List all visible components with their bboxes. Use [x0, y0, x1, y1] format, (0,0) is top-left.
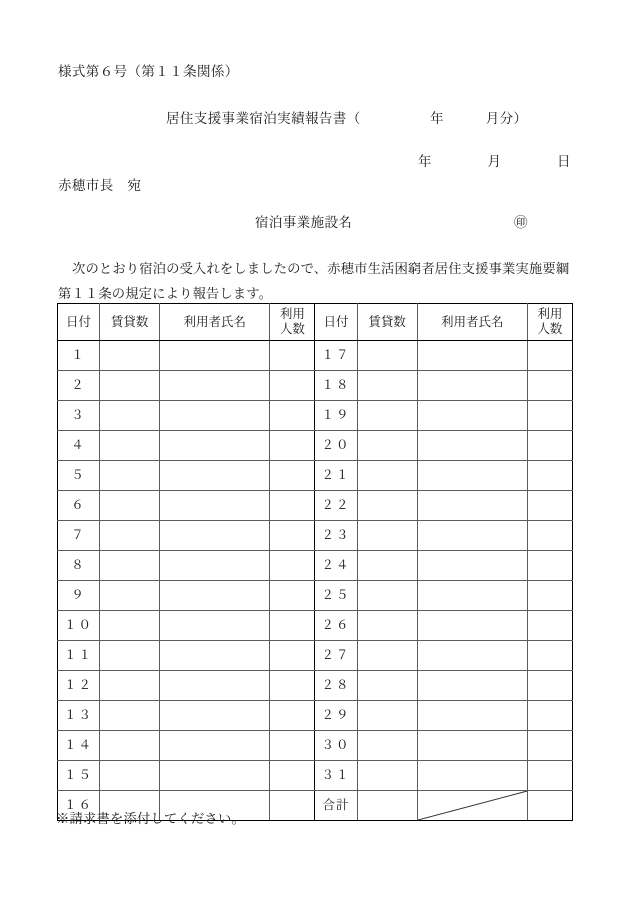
cell-rent-count-right[interactable]	[357, 491, 417, 521]
cell-date-left: ７	[58, 521, 100, 551]
cell-rent-count-right[interactable]	[357, 341, 417, 371]
cell-user-name-left[interactable]	[160, 731, 270, 761]
cell-user-name-left[interactable]	[160, 521, 270, 551]
cell-people-right[interactable]	[527, 701, 572, 731]
cell-user-name-right[interactable]	[417, 641, 527, 671]
table-row	[58, 401, 573, 431]
cell-user-name-left[interactable]	[160, 491, 270, 521]
table-row	[58, 461, 573, 491]
cell-user-name-right[interactable]	[417, 431, 527, 461]
cell-user-name-right[interactable]	[417, 341, 527, 371]
cell-rent-count-right[interactable]	[357, 461, 417, 491]
cell-rent-count-left[interactable]	[100, 401, 160, 431]
diagonal-strike-icon	[418, 791, 527, 820]
table-row	[58, 731, 573, 761]
cell-user-name-right[interactable]	[417, 371, 527, 401]
cell-people-left[interactable]	[270, 521, 315, 551]
cell-rent-count-left[interactable]	[100, 341, 160, 371]
cell-rent-count-left[interactable]	[100, 731, 160, 761]
cell-people-left[interactable]	[270, 791, 315, 821]
cell-rent-count-right[interactable]	[357, 431, 417, 461]
cell-date-right: ２４	[315, 551, 357, 581]
table-row	[58, 491, 573, 521]
header-people-right	[527, 304, 572, 341]
cell-rent-count-left[interactable]	[100, 431, 160, 461]
cell-date-right: ２１	[315, 461, 357, 491]
table-row	[58, 521, 573, 551]
cell-user-name-right[interactable]	[417, 461, 527, 491]
cell-rent-count-left[interactable]	[100, 581, 160, 611]
cell-date-right: ２９	[315, 701, 357, 731]
cell-people-left[interactable]	[270, 341, 315, 371]
cell-date-left: １６	[58, 791, 100, 821]
cell-rent-count-right[interactable]	[357, 761, 417, 791]
cell-user-name-left[interactable]	[160, 341, 270, 371]
header-date-left: 日付	[58, 304, 100, 341]
header-people-right-line1: 利用	[537, 307, 563, 321]
cell-people-left[interactable]	[270, 491, 315, 521]
cell-date-left: ８	[58, 551, 100, 581]
cell-user-name-right[interactable]	[417, 401, 527, 431]
cell-people-left[interactable]	[270, 611, 315, 641]
cell-people-left[interactable]	[270, 761, 315, 791]
cell-rent-count-right[interactable]	[357, 671, 417, 701]
cell-date-right: ２７	[315, 641, 357, 671]
cell-rent-count-right[interactable]	[357, 641, 417, 671]
cell-user-name-right[interactable]	[417, 701, 527, 731]
addressee: 赤穂市長 宛	[58, 178, 142, 193]
cell-date-left: ５	[58, 461, 100, 491]
cell-user-name-left[interactable]	[160, 611, 270, 641]
cell-total-label: 合計	[315, 791, 357, 821]
cell-date-left: ６	[58, 491, 100, 521]
cell-user-name-left[interactable]	[160, 371, 270, 401]
cell-date-right: １８	[315, 371, 357, 401]
cell-people-right[interactable]	[527, 731, 572, 761]
table-row	[58, 611, 573, 641]
cell-user-name-left[interactable]	[160, 401, 270, 431]
table-row	[58, 431, 573, 461]
cell-user-name-left[interactable]	[160, 641, 270, 671]
cell-date-right: ２２	[315, 491, 357, 521]
cell-rent-count-left[interactable]	[100, 701, 160, 731]
cell-rent-count-right[interactable]	[357, 401, 417, 431]
document-title: 居住支援事業宿泊実績報告書（ 年 月分）	[166, 111, 528, 126]
cell-rent-count-left[interactable]	[100, 371, 160, 401]
lodging-record-table	[57, 303, 573, 821]
cell-user-name-right[interactable]	[417, 491, 527, 521]
cell-date-left: ９	[58, 581, 100, 611]
form-number: 様式第６号（第１１条関係）	[58, 64, 239, 79]
cell-rent-count-left[interactable]	[100, 461, 160, 491]
cell-rent-count-left[interactable]	[100, 491, 160, 521]
cell-rent-count-right[interactable]	[357, 521, 417, 551]
cell-total-people[interactable]	[527, 791, 572, 821]
cell-people-left[interactable]	[270, 431, 315, 461]
cell-date-left: １	[58, 341, 100, 371]
cell-date-right: ３１	[315, 761, 357, 791]
cell-people-right[interactable]	[527, 551, 572, 581]
facility-name-label: 宿泊事業施設名	[255, 215, 353, 230]
table-header-row	[58, 304, 573, 341]
cell-date-right: ２８	[315, 671, 357, 701]
cell-rent-count-right[interactable]	[357, 371, 417, 401]
cell-date-left: １５	[58, 761, 100, 791]
cell-rent-count-right[interactable]	[357, 731, 417, 761]
cell-rent-count-left[interactable]	[100, 761, 160, 791]
table-row	[58, 371, 573, 401]
header-user-name-left: 利用者氏名	[160, 304, 270, 341]
date-line: 年 月 日	[418, 154, 571, 169]
header-user-name-right: 利用者氏名	[417, 304, 527, 341]
table-row	[58, 581, 573, 611]
seal-icon: ㊞	[514, 215, 528, 230]
cell-date-left: １１	[58, 641, 100, 671]
cell-user-name-left[interactable]	[160, 581, 270, 611]
cell-date-left: １２	[58, 671, 100, 701]
cell-rent-count-right[interactable]	[357, 701, 417, 731]
cell-total-name-struck	[417, 791, 527, 821]
cell-user-name-left[interactable]	[160, 551, 270, 581]
cell-people-right[interactable]	[527, 491, 572, 521]
cell-rent-count-left[interactable]	[100, 611, 160, 641]
cell-user-name-left[interactable]	[160, 761, 270, 791]
cell-people-right[interactable]	[527, 671, 572, 701]
cell-user-name-left[interactable]	[160, 431, 270, 461]
cell-rent-count-right[interactable]	[357, 581, 417, 611]
cell-date-left: ２	[58, 371, 100, 401]
cell-people-left[interactable]	[270, 401, 315, 431]
cell-people-left[interactable]	[270, 371, 315, 401]
cell-people-right[interactable]	[527, 401, 572, 431]
cell-people-left[interactable]	[270, 671, 315, 701]
cell-rent-count-right[interactable]	[357, 611, 417, 641]
cell-rent-count-left[interactable]	[100, 671, 160, 701]
cell-people-right[interactable]	[527, 641, 572, 671]
header-rent-count-right: 賃貸数	[357, 304, 417, 341]
cell-total-rent-count[interactable]	[357, 791, 417, 821]
table-row	[58, 701, 573, 731]
table-row	[58, 341, 573, 371]
cell-people-left[interactable]	[270, 731, 315, 761]
cell-date-right: ３０	[315, 731, 357, 761]
footer-note: ※請求書を添付してください。	[56, 811, 245, 826]
table-row	[58, 761, 573, 791]
cell-people-right[interactable]	[527, 431, 572, 461]
table-row	[58, 641, 573, 671]
cell-rent-count-left[interactable]	[100, 521, 160, 551]
cell-people-right[interactable]	[527, 611, 572, 641]
table-row	[58, 551, 573, 581]
cell-people-right[interactable]	[527, 341, 572, 371]
header-people-left	[270, 304, 315, 341]
cell-rent-count-left[interactable]	[100, 551, 160, 581]
cell-user-name-right[interactable]	[417, 611, 527, 641]
header-people-right-line2: 人数	[537, 322, 563, 336]
cell-user-name-right[interactable]	[417, 731, 527, 761]
cell-user-name-left[interactable]	[160, 671, 270, 701]
cell-user-name-right[interactable]	[417, 671, 527, 701]
cell-date-right: ２５	[315, 581, 357, 611]
cell-people-right[interactable]	[527, 761, 572, 791]
cell-date-right: ２３	[315, 521, 357, 551]
cell-date-left: １４	[58, 731, 100, 761]
cell-date-left: １３	[58, 701, 100, 731]
cell-user-name-left[interactable]	[160, 461, 270, 491]
cell-people-right[interactable]	[527, 461, 572, 491]
cell-user-name-right[interactable]	[417, 521, 527, 551]
table-body	[58, 341, 573, 821]
header-date-right: 日付	[315, 304, 357, 341]
cell-people-left[interactable]	[270, 551, 315, 581]
cell-rent-count-right[interactable]	[357, 551, 417, 581]
cell-date-right: １９	[315, 401, 357, 431]
cell-people-right[interactable]	[527, 581, 572, 611]
body-paragraph: 次のとおり宿泊の受入れをしましたので、赤穂市生活困窮者居住支援事業実施要綱第１１条の規定により報告します。	[58, 261, 570, 301]
cell-people-left[interactable]	[270, 581, 315, 611]
cell-date-left: １０	[58, 611, 100, 641]
cell-user-name-right[interactable]	[417, 761, 527, 791]
cell-date-right: ２６	[315, 611, 357, 641]
cell-date-right: １７	[315, 341, 357, 371]
cell-date-left: ４	[58, 431, 100, 461]
cell-date-right: ２０	[315, 431, 357, 461]
header-rent-count-left: 賃貸数	[100, 304, 160, 341]
cell-people-left[interactable]	[270, 701, 315, 731]
cell-people-right[interactable]	[527, 371, 572, 401]
table-row	[58, 671, 573, 701]
header-people-left-line1: 利用	[279, 307, 305, 321]
cell-people-right[interactable]	[527, 521, 572, 551]
header-people-left-line2: 人数	[279, 322, 305, 336]
cell-people-left[interactable]	[270, 461, 315, 491]
cell-people-left[interactable]	[270, 641, 315, 671]
cell-user-name-right[interactable]	[417, 551, 527, 581]
cell-user-name-left[interactable]	[160, 701, 270, 731]
cell-date-left: ３	[58, 401, 100, 431]
cell-user-name-right[interactable]	[417, 581, 527, 611]
cell-rent-count-left[interactable]	[100, 641, 160, 671]
